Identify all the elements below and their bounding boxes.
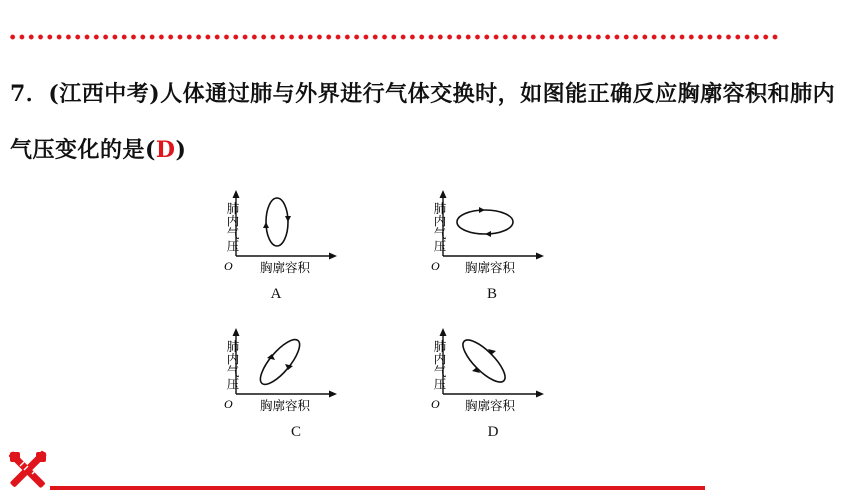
graph-d <box>427 328 547 418</box>
caption-c: C <box>290 424 301 440</box>
caption-a: A <box>270 286 282 302</box>
y-axis-label: 肺内气压 <box>225 202 239 252</box>
y-axis-label: 肺内气压 <box>432 202 446 252</box>
origin-label: O <box>431 397 440 411</box>
x-axis-label: 胸廓容积 <box>260 261 311 275</box>
figure-b <box>427 190 547 302</box>
caption-b: B <box>486 286 497 302</box>
x-axis-label: 胸廓容积 <box>260 399 311 413</box>
x-axis-label: 胸廓容积 <box>465 261 516 275</box>
question-text <box>10 66 855 178</box>
graph-a <box>220 190 340 280</box>
question-close: ) <box>175 137 187 163</box>
crossed-tools-icon <box>6 448 50 496</box>
footer-divider <box>50 486 705 490</box>
figure-d <box>427 328 547 440</box>
origin-label: O <box>431 259 440 273</box>
question-number: 7． <box>10 81 49 107</box>
y-axis-label: 肺内气压 <box>225 340 239 390</box>
graph-b <box>427 190 547 280</box>
answer-letter: D <box>155 137 176 163</box>
x-axis-label: 胸廓容积 <box>465 399 516 413</box>
dotted-divider <box>8 33 780 41</box>
figure-a <box>220 190 340 302</box>
caption-d: D <box>487 424 499 440</box>
origin-label: O <box>224 397 233 411</box>
question-body: 人体通过肺与外界进行气体交换时，如图能正确反应胸廓容积和肺内气压变化的是( <box>10 81 836 163</box>
graph-c <box>220 328 340 418</box>
origin-label: O <box>224 259 233 273</box>
figure-c <box>220 328 340 440</box>
y-axis-label: 肺内气压 <box>432 340 446 390</box>
question-source: (江西中考) <box>48 81 161 107</box>
